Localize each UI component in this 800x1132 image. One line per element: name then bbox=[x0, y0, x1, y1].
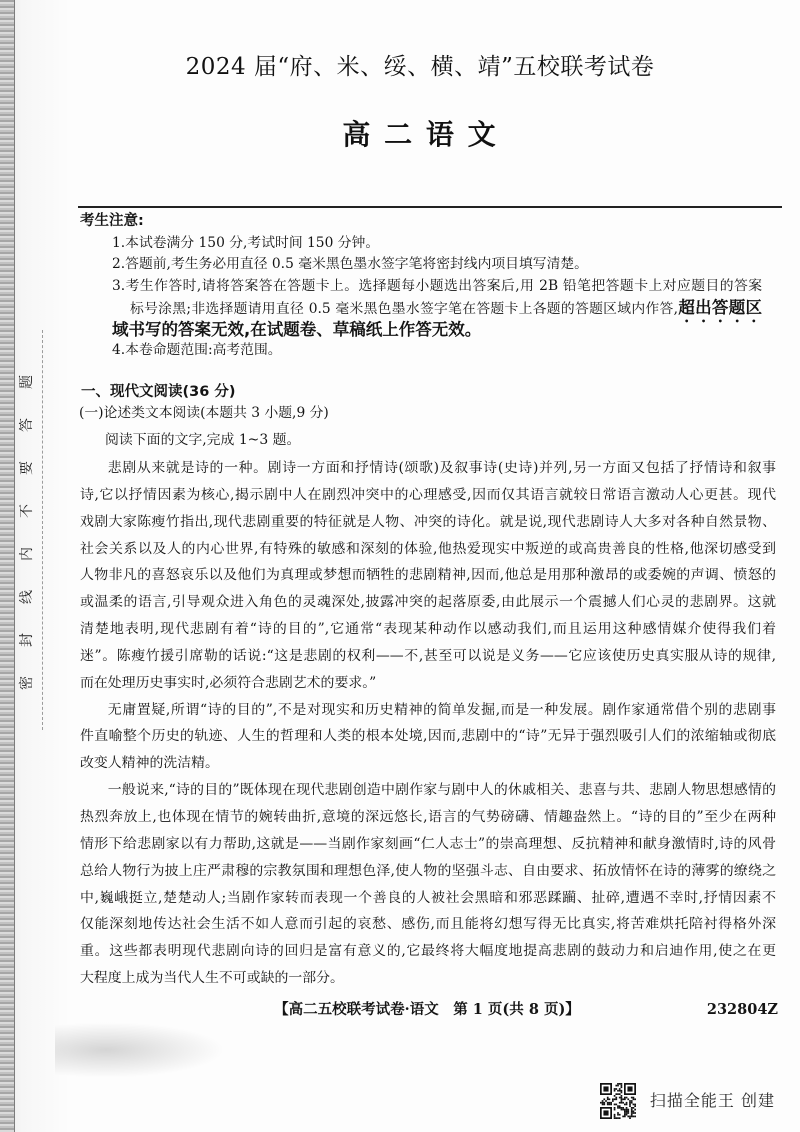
section-title: 一、现代文阅读(36 分) bbox=[81, 384, 236, 400]
paper-code: 232804Z bbox=[706, 1001, 778, 1018]
notice-item-3-line-2 bbox=[80, 297, 770, 319]
passage-line: 总给人物行为披上庄严肃穆的宗教氛围和理想色泽,使人物的坚强斗志、自由要求、拓放情怀在诗的薄雾的缭绕之 bbox=[80, 862, 776, 879]
page-footer: 【高二五校联考试卷·语文 第 1 页(共 8 页)】 bbox=[274, 1001, 580, 1018]
passage-line: 悲剧从来就是诗的一种。剧诗一方面和抒情诗(颂歌)及叙事诗(史诗)并列,另一方面又包括了抒情诗和叙事 bbox=[107, 460, 776, 476]
notice-item-1: 1.本试卷满分 150 分,考试时间 150 分钟。 bbox=[112, 234, 380, 251]
section-subtitle: (一)论述类文本阅读(本题共 3 小题,9 分) bbox=[79, 405, 329, 421]
subject-title: 高 二 语 文 bbox=[342, 118, 498, 151]
passage-line: 人物非凡的喜怒哀乐以及他们为真理或梦想而牺牲的悲剧精神,因而,他总是用那种激昂的或委婉的声调、愤怒的 bbox=[80, 567, 776, 584]
passage-line: 或温柔的语言,引导观众进入角色的灵魂深处,披露冲突的起落原委,由此展示一个震撼人们心灵的悲剧界。这就 bbox=[80, 594, 776, 611]
notice-item-2: 2.答题前,考生务必用直径 0.5 毫米黑色墨水签字笔将密封线内项目填写清楚。 bbox=[112, 256, 588, 272]
qr-code-graphic bbox=[600, 1083, 636, 1119]
notice-item-4: 4.本卷命题范围:高考范围。 bbox=[112, 342, 282, 358]
reading-instruction: 阅读下面的文字,完成 1~3 题。 bbox=[105, 432, 301, 448]
passage-line: 戏剧大家陈瘦竹指出,现代悲剧重要的特征就是人物、冲突的诗化。就是说,现代悲剧诗人大多对各种自然景物、 bbox=[80, 513, 776, 530]
passage-line: 迷”。陈瘦竹援引席勒的话说:“这是悲剧的权利——不,甚至可以说是义务——它应该使历史真实服从诗的规律, bbox=[80, 647, 776, 664]
passage-line: 仅能深刻地传达社会生活不如人意而引起的哀愁、感伤,而且能将幻想写得无比真实,将苦难烘托陪衬得格外深 bbox=[80, 916, 776, 933]
passage-line: 中,巍峨挺立,楚楚动人;当剧作家转而表现一个善良的人被社会黑暗和邪恶蹂躏、扯碎,遭遇不幸时,抒情因素不 bbox=[80, 889, 776, 906]
notice-item-3-line-1: 3.考生作答时,请将答案答在答题卡上。选择题每小题选出答案后,用 2B 铅笔把答题卡上对应题目的答案 bbox=[112, 277, 762, 294]
passage-line: 件直喻整个历史的轨迹、人生的哲理和人类的根本处境,因而,悲剧中的“诗”无异于强烈吸引人们的浓缩轴或彻底 bbox=[80, 728, 776, 745]
passage-paragraph bbox=[80, 697, 776, 778]
passage-paragraph bbox=[80, 777, 776, 992]
passage-line: 诗,它以抒情因素为核心,揭示剧中人在剧烈冲突中的心理感受,因而仅其语言就较日常语言激动人心更甚。现代 bbox=[80, 486, 776, 503]
seal-line-notice: 密封线内不要答题 bbox=[19, 346, 35, 690]
notice-item-3-line-3: 域书写的答案无效,在试题卷、草稿纸上作答无效。 bbox=[112, 319, 482, 339]
seal-line bbox=[42, 330, 43, 730]
passage-line: 大程度上成为当代人生不可或缺的一部分。 bbox=[80, 970, 344, 987]
passage-line: 改变人精神的洗洁精。 bbox=[80, 755, 219, 772]
passage-line: 清楚地表明,现代悲剧有着“诗的目的”,它通常“表现某种动作以感动我们,而且运用这种感情媒介使得我们着 bbox=[80, 621, 776, 638]
candidate-notice bbox=[80, 211, 770, 362]
notice-item-3-text: 标号涂黑;非选择题请用直径 0.5 毫米黑色墨水签字笔在答题卡上各题的答题区域内作答, bbox=[130, 301, 679, 317]
passage-line: 热烈奔放上,也体现在情节的婉转曲折,意境的深远悠长,语言的气势磅礴、情趣盎然上。“诗的目的”至少在两种 bbox=[80, 808, 776, 825]
scanner-watermark: 扫描全能王 创建 bbox=[649, 1091, 775, 1110]
passage-paragraph bbox=[80, 455, 776, 697]
qr-code-icon bbox=[600, 1083, 636, 1119]
binding-strip bbox=[0, 0, 15, 1132]
passage-line: 社会关系以及人的内心世界,有特殊的敏感和深刻的体验,他热爱现实中叛逆的或高贵善良的性格,他深切感受到 bbox=[80, 540, 776, 557]
header-divider bbox=[78, 206, 782, 208]
passage-line: 无庸置疑,所谓“诗的目的”,不是对现实和历史精神的简单发掘,而是一种发展。剧作家通常借个别的悲剧事 bbox=[107, 701, 776, 718]
passage-line: 而在处理历史事实时,必须符合悲剧艺术的要求。” bbox=[80, 674, 377, 691]
scan-shadow bbox=[55, 1022, 225, 1078]
notice-emphasis: 超出答题区 bbox=[678, 298, 762, 317]
reading-passage bbox=[80, 455, 776, 995]
passage-line: 情形下给悲剧家以有力帮助,这就是——当剧作家刻画“仁人志士”的崇高理想、反抗精神和献身激情时,诗的风骨 bbox=[80, 835, 776, 852]
passage-line: 重。这些都表明现代悲剧向诗的回归是富有意义的,它最终将大幅度地提高悲剧的鼓动力和启迪作用,使之在更 bbox=[80, 943, 776, 960]
notice-heading: 考生注意: bbox=[80, 213, 144, 229]
passage-line: 一般说来,“诗的目的”既体现在现代悲剧创造中剧作家与剧中人的休戚相关、悲喜与共、悲剧人物思想感情的 bbox=[107, 782, 776, 799]
exam-title: 2024 届“府、米、绥、横、靖”五校联考试卷 bbox=[185, 54, 655, 80]
